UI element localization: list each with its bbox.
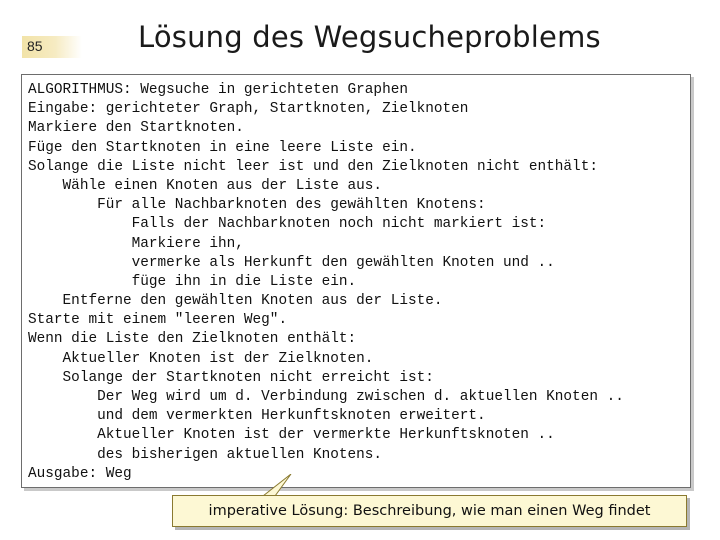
algorithm-line: Entferne den gewählten Knoten aus der Liste.	[28, 293, 443, 310]
algorithm-line: Markiere den Startknoten.	[28, 120, 244, 137]
algorithm-line: Markiere ihn,	[28, 235, 244, 252]
page-number: 85	[27, 38, 43, 54]
algorithm-line: und dem vermerkten Herkunftsknoten erweitert.	[28, 408, 486, 425]
algorithm-line: ALGORITHMUS: Wegsuche in gerichteten Graphen	[28, 82, 408, 98]
algorithm-line: Starte mit einem "leeren Weg".	[28, 312, 288, 329]
algorithm-line: Falls der Nachbarknoten noch nicht markiert ist:	[28, 216, 547, 233]
algorithm-line: füge ihn in die Liste ein.	[28, 273, 357, 290]
algorithm-line: Solange die Liste nicht leer ist und den Zielknoten nicht enthält:	[28, 158, 598, 175]
algorithm-box	[21, 74, 691, 488]
annotation-callout	[172, 495, 687, 527]
algorithm-line: Solange der Startknoten nicht erreicht ist:	[28, 369, 434, 386]
algorithm-line: Aktueller Knoten ist der vermerkte Herkunftsknoten ..	[28, 427, 555, 444]
algorithm-line: des bisherigen aktuellen Knotens.	[28, 446, 383, 463]
algorithm-line: Eingabe: gerichteter Graph, Startknoten, Zielknoten	[28, 101, 469, 118]
algorithm-line: Wenn die Liste den Zielknoten enthält:	[28, 331, 357, 348]
algorithm-line: Wähle einen Knoten aus der Liste aus.	[28, 177, 383, 194]
callout-text: imperative Lösung: Beschreibung, wie man einen Weg findet	[208, 503, 651, 519]
algorithm-line: Ausgabe: Weg	[28, 465, 132, 482]
algorithm-lines	[28, 81, 624, 484]
algorithm-line: Für alle Nachbarknoten des gewählten Knotens:	[28, 197, 486, 214]
algorithm-line: Füge den Startknoten in eine leere Liste ein.	[28, 139, 417, 156]
algorithm-line: Der Weg wird um d. Verbindung zwischen d. aktuellen Knoten ..	[28, 389, 624, 405]
slide-title: Lösung des Wegsucheproblems	[138, 20, 601, 54]
algorithm-line: vermerke als Herkunft den gewählten Knoten und ..	[28, 254, 555, 271]
algorithm-line: Aktueller Knoten ist der Zielknoten.	[28, 350, 374, 367]
